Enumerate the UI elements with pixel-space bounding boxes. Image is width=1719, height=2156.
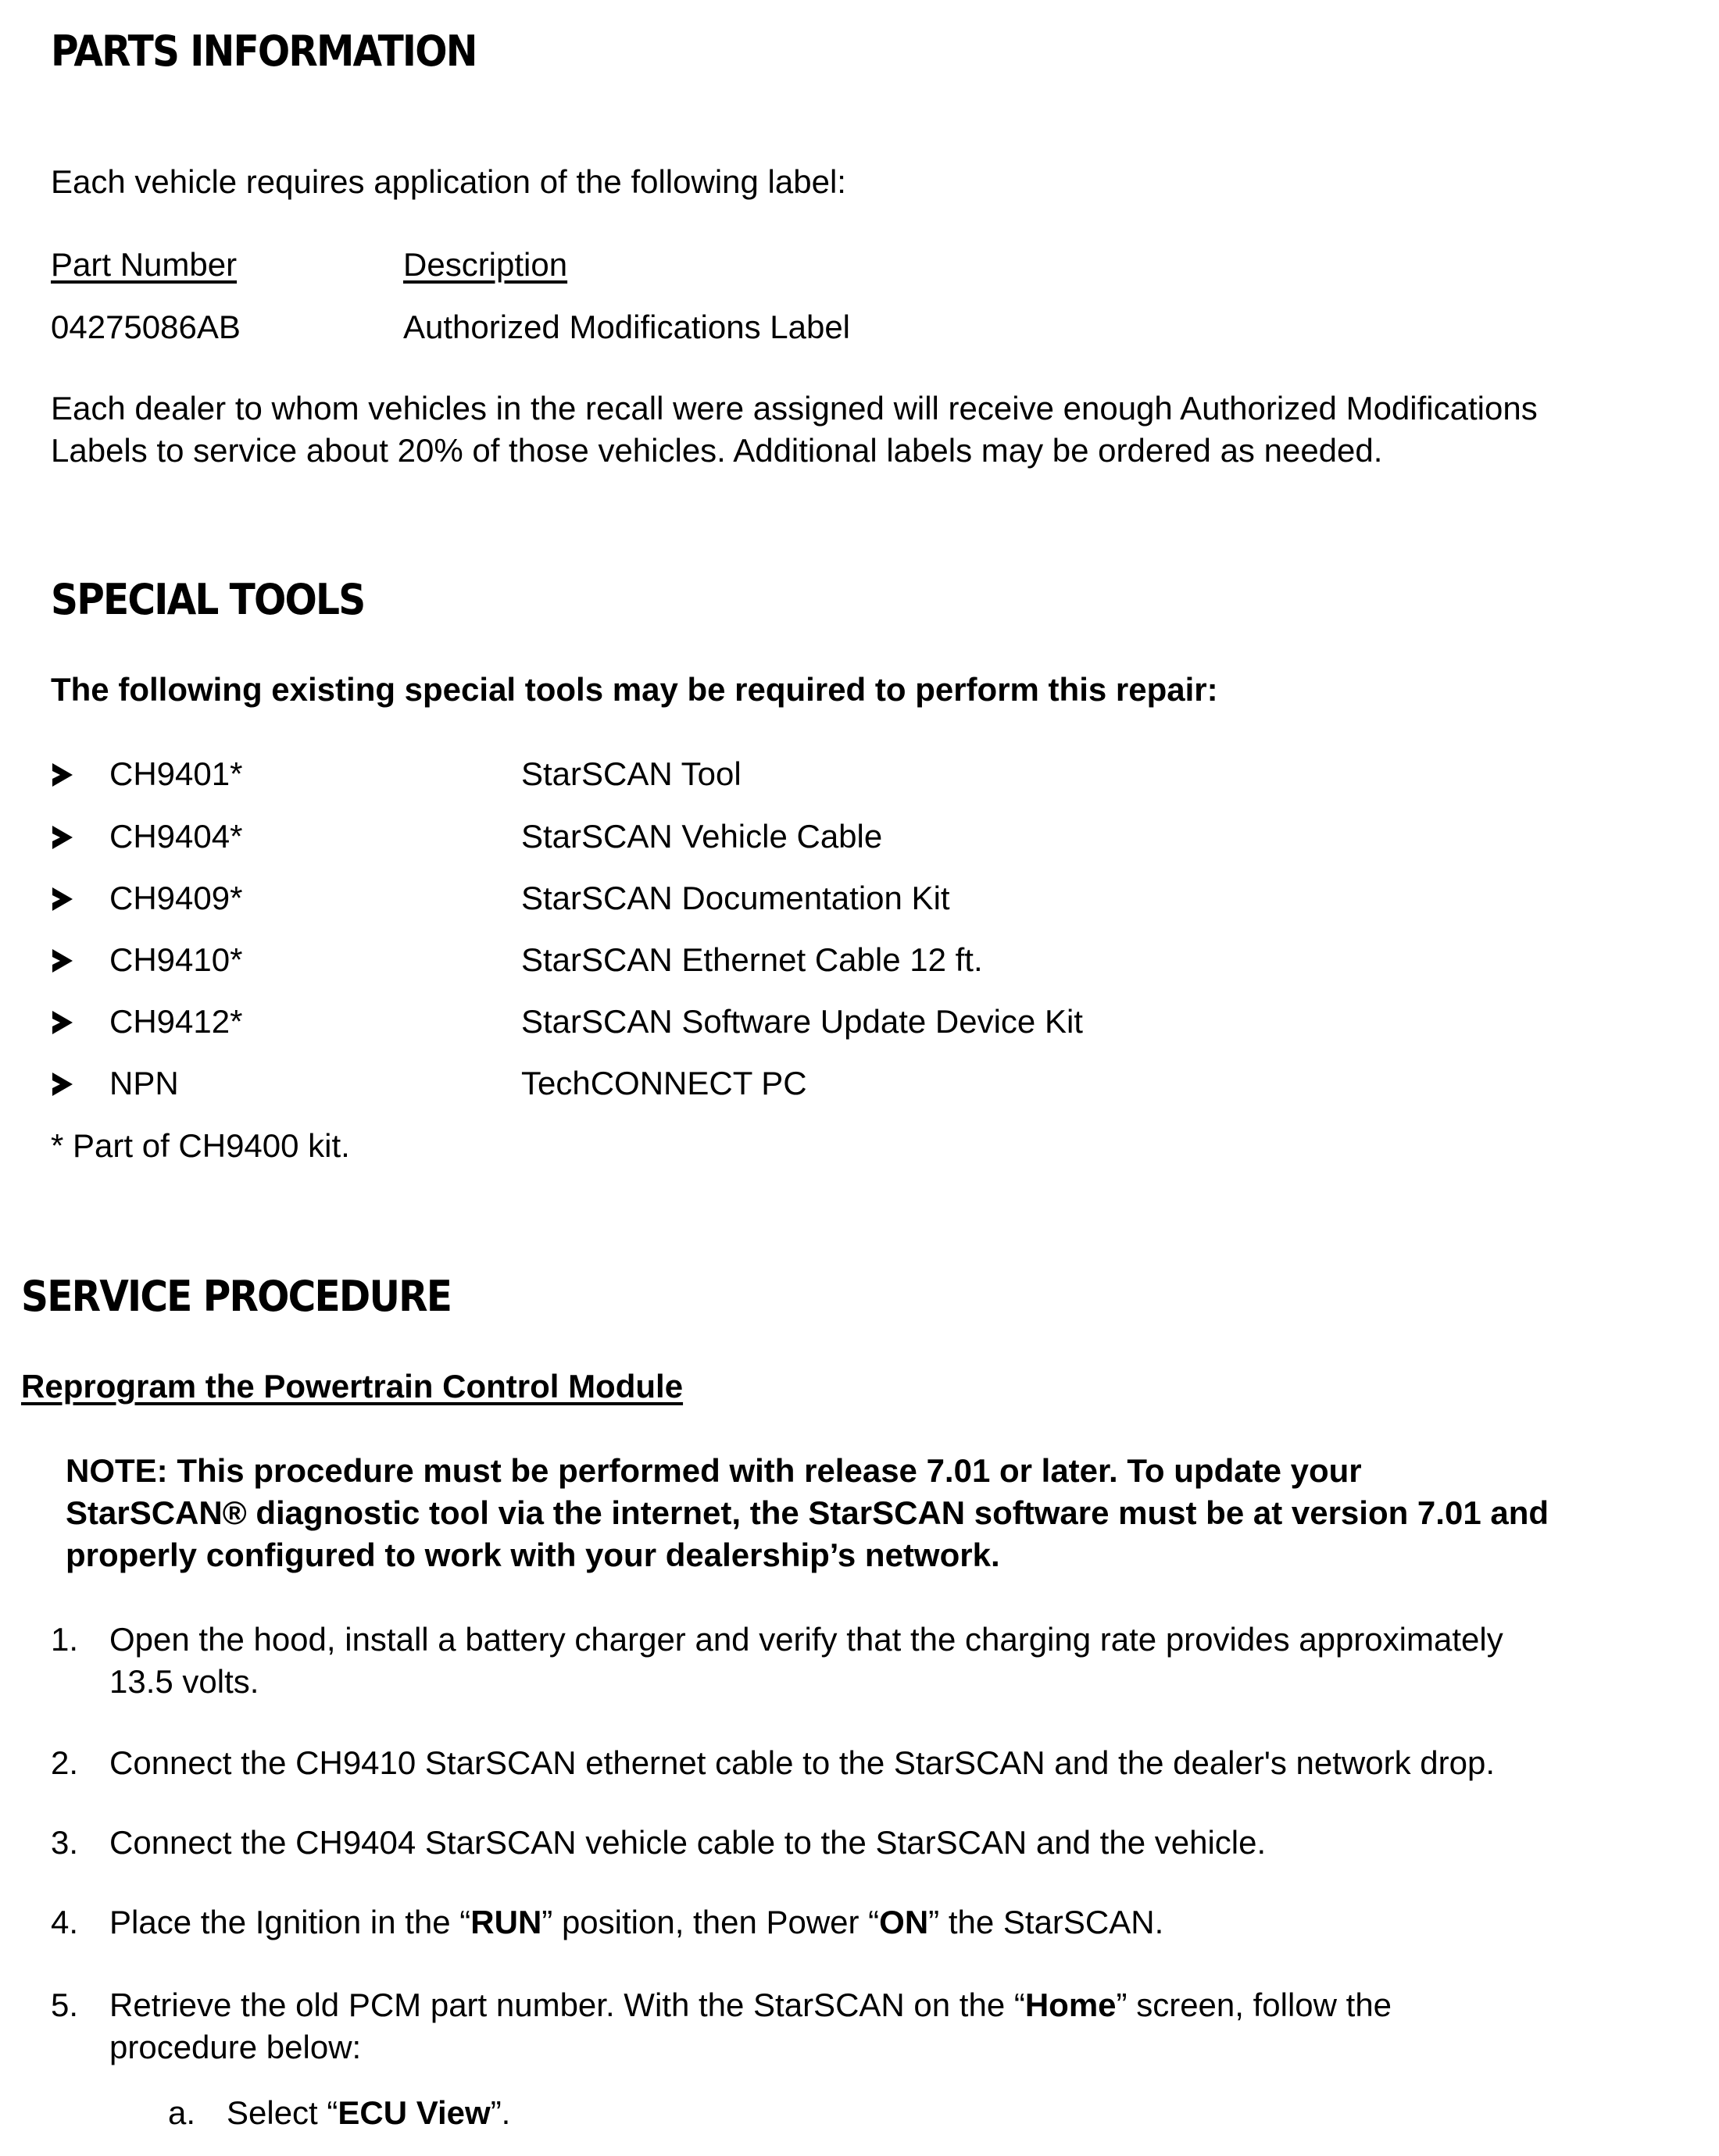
part-number-header: Part Number: [51, 246, 238, 283]
tool-name: StarSCAN Tool: [521, 755, 742, 792]
tool-code: NPN: [109, 1065, 179, 1101]
arrow-bullet-icon: [52, 949, 73, 973]
parts-heading: PARTS INFORMATION: [51, 27, 477, 76]
step-text-line-2: 13.5 volts.: [109, 1663, 259, 1700]
substep-text: [227, 2092, 510, 2134]
step-keyword-run: RUN: [470, 1904, 542, 1940]
tool-name: StarSCAN Ethernet Cable 12 ft.: [521, 941, 983, 978]
step-text-line-1: [109, 1984, 1392, 2026]
tool-name: StarSCAN Vehicle Cable: [521, 818, 883, 855]
step-keyword-ecu-view: ECU View: [338, 2094, 491, 2131]
service-heading: SERVICE PROCEDURE: [21, 1272, 452, 1321]
arrow-bullet-icon: [52, 1073, 73, 1096]
tool-code: CH9409*: [109, 880, 243, 916]
note-line-1: NOTE: This procedure must be performed with release 7.01 or later. To update your: [66, 1452, 1362, 1489]
part-number-value: 04275086AB: [51, 309, 241, 345]
parts-note-line-1: Each dealer to whom vehicles in the recall were assigned will receive enough Authorized Modifications: [51, 390, 1538, 427]
step-number: 3.: [51, 1824, 79, 1861]
step-text-line-1: Open the hood, install a battery charger and verify that the charging rate provides approximately: [109, 1621, 1503, 1658]
tools-footnote: * Part of CH9400 kit.: [51, 1127, 350, 1164]
parts-intro: Each vehicle requires application of the following label:: [51, 163, 846, 200]
tool-name: TechCONNECT PC: [521, 1065, 807, 1101]
substep-letter: a.: [168, 2094, 196, 2131]
step-text: Retrieve the old PCM part number. With the StarSCAN on the “: [109, 1986, 1025, 2023]
step-number: 2.: [51, 1744, 79, 1781]
step-text: ”.: [490, 2094, 511, 2131]
step-text: Place the Ignition in the “: [109, 1904, 471, 1940]
arrow-bullet-icon: [52, 826, 73, 849]
tool-code: CH9412*: [109, 1003, 243, 1040]
description-header: Description: [403, 246, 568, 283]
note-line-3: properly configured to work with your dealership’s network.: [66, 1537, 1000, 1573]
step-text-line-1: Connect the CH9410 StarSCAN ethernet cable to the StarSCAN and the dealer's network drop.: [109, 1744, 1496, 1781]
step-keyword-on: ON: [879, 1904, 929, 1940]
note-line-2: StarSCAN® diagnostic tool via the internet, the StarSCAN software must be at version 7.01 and: [66, 1494, 1549, 1531]
step-text: ” screen, follow the: [1116, 1986, 1392, 2023]
step-keyword-home: Home: [1024, 1986, 1117, 2023]
parts-note-line-2: Labels to service about 20% of those vehicles. Additional labels may be ordered as needed.: [51, 432, 1383, 469]
tools-heading: SPECIAL TOOLS: [51, 575, 365, 624]
tool-code: CH9404*: [109, 818, 243, 855]
step-number: 4.: [51, 1904, 79, 1940]
service-subheading: Reprogram the Powertrain Control Module: [21, 1368, 684, 1405]
step-number: 5.: [51, 1986, 79, 2023]
tool-name: StarSCAN Software Update Device Kit: [521, 1003, 1083, 1040]
tool-name: StarSCAN Documentation Kit: [521, 880, 950, 916]
tool-code: CH9401*: [109, 755, 243, 792]
step-text: ” position, then Power “: [541, 1904, 880, 1940]
step-text-line-1: [109, 1901, 1163, 1944]
part-description-value: Authorized Modifications Label: [403, 309, 851, 345]
step-text-line-1: Connect the CH9404 StarSCAN vehicle cable to the StarSCAN and the vehicle.: [109, 1824, 1267, 1861]
arrow-bullet-icon: [52, 763, 73, 787]
tool-code: CH9410*: [109, 941, 243, 978]
arrow-bullet-icon: [52, 1011, 73, 1034]
tools-intro: The following existing special tools may be required to perform this repair:: [51, 671, 1218, 708]
step-text: Select “: [227, 2094, 338, 2131]
arrow-bullet-icon: [52, 887, 73, 911]
step-text: ” the StarSCAN.: [928, 1904, 1164, 1940]
step-text-line-2: procedure below:: [109, 2029, 362, 2065]
step-number: 1.: [51, 1621, 79, 1658]
